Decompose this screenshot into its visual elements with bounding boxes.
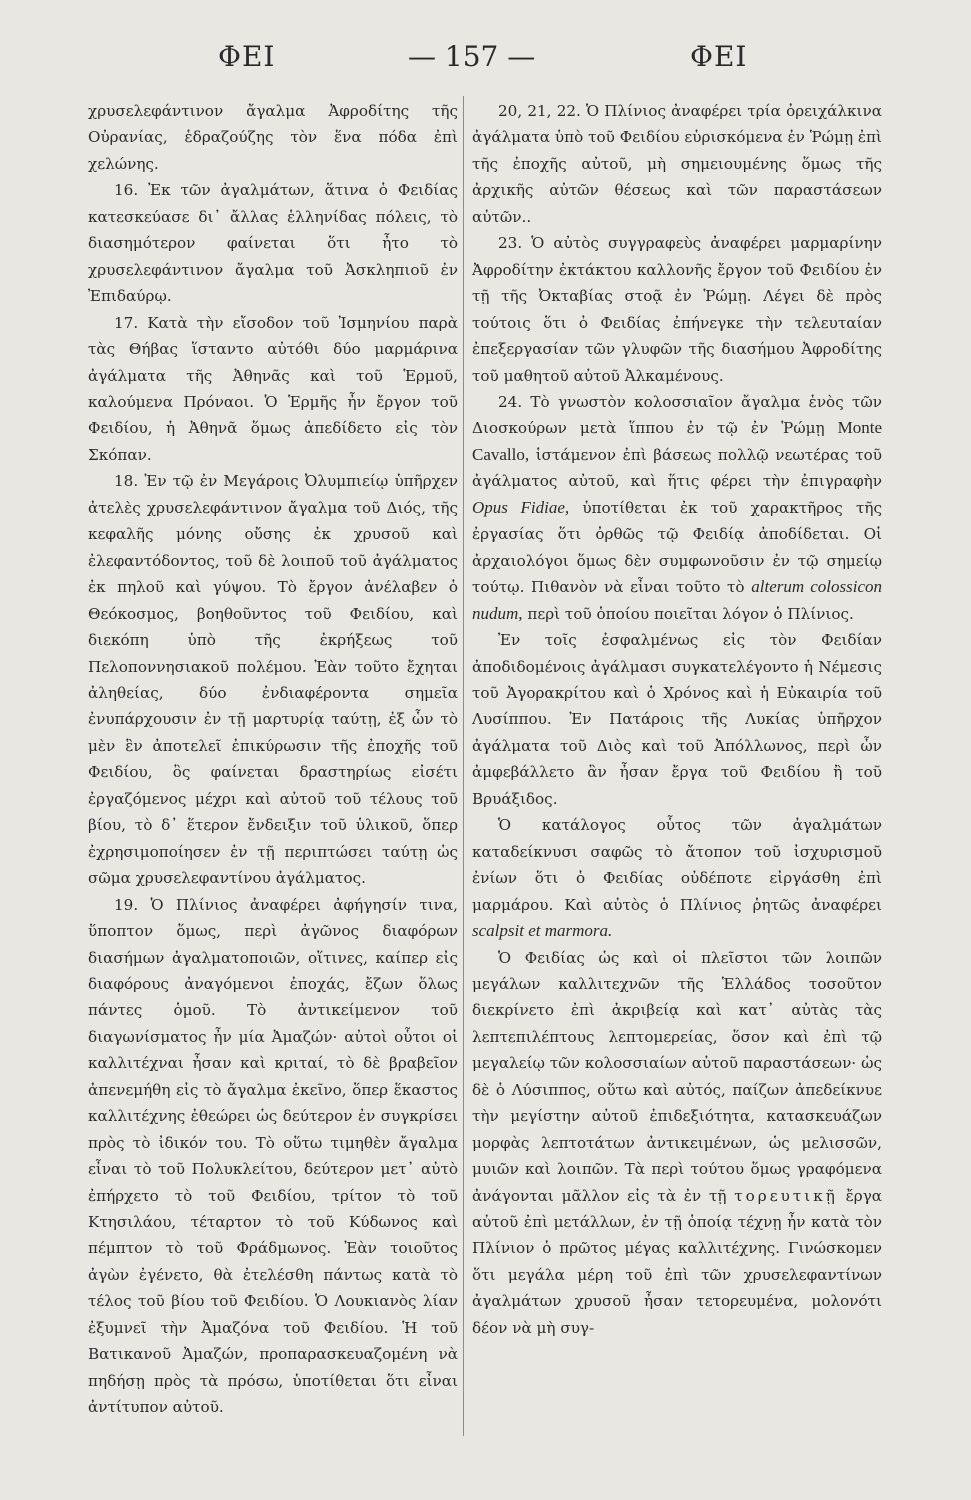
left-paragraph: 19. Ὁ Πλίνιος ἀναφέρει ἀφήγησίν τινα, ὕποπτον ὅμως, περὶ ἀγῶνος διαφόρων διασήμων ἀγαλματοποιῶν, οἵτινες, καίπερ εἰς διαφόρους ἀναγόμενοι ἐποχάς, ἔζων ὅλως πάντες ὁμοῦ. Τὸ ἀντικείμενον τοῦ διαγωνίσματος ἦν μία Ἀμαζών· αὐτοὶ οὗτοι οἱ καλλιτέχναι ἦσαν καὶ κριταί, τὸ δὲ βραβεῖον ἀπενεμήθη εἰς τὸ ἄγαλμα ἐκεῖνο, ὅπερ ἕκαστος καλλιτέχνης ἐθεώρει ὡς δεύτερον ἐν συγκρίσει πρὸς τὸ ἰδικόν του. Τὸ οὕτω τιμηθὲν ἄγαλμα εἶναι τὸ τοῦ Πολυκλείτου, δεύτερον μετ᾽ αὐτὸ ἐπήρχετο τὸ τοῦ Φειδίου, τρίτον τὸ τοῦ Κτησιλάου, τέταρτον τὸ τοῦ Κύδωνος καὶ πέμπτον τὸ τοῦ Φράδμωνος. Ἐὰν τοιοῦτος ἀγὼν ἐγένετο, θὰ ἐτελέσθη πάντως κατὰ τὸ τέλος τοῦ βίου τοῦ Φειδίου. Ὁ Λουκιανὸς λίαν ἐξυμνεῖ τὴν Ἀμαζόνα τοῦ Φειδίου. Ἡ τοῦ Βατικανοῦ Ἀμαζών, προπαρασκευαζομένη νὰ πηδήσῃ πρὸς τὰ πρόσω, ὑποτίθεται ὅτι εἶναι ἀντίτυπον αὐτοῦ.: [88, 895, 458, 1417]
text-run: Ὁ κατάλογος οὗτος τῶν ἀγαλμάτων καταδείκνυσι σαφῶς τὸ ἄτοπον τοῦ ἰσχυρισμοῦ ἐνίων ὅτι ὁ Φειδίας οὐδέποτε εἰργάσθη ἐπὶ μαρμάρου. Καὶ αὐτὸς ὁ Πλίνιος ῥητῶς ἀναφέρει: [472, 816, 882, 914]
text-run: περὶ τοῦ ὁποίου ποιεῖται λόγον ὁ Πλίνιος.: [527, 604, 854, 623]
latin-quotation: scalpsit et marmora.: [472, 921, 613, 941]
right-column: [472, 98, 882, 1341]
right-paragraph: [472, 945, 882, 1342]
text-run: ἔργα αὐτοῦ ἐπὶ μετάλλων, ἐν τῇ ὁποίᾳ τέχνῃ ἦν κατὰ τὸν Πλίνιον ὁ πρῶτος μέγας καλλιτέχνης. Γινώσκομεν ὅτι μεγάλα μέρη τοῦ ἐπὶ τῶν χρυσελεφαντίνων ἀγαλμάτων χρυσοῦ ἦσαν τετορευμένα, μολονότι δέον νὰ μὴ συγ-: [472, 1186, 883, 1337]
running-head: [0, 40, 971, 80]
left-paragraph: χρυσελεφάντινον ἄγαλμα Ἀφροδίτης τῆς Οὐρανίας, ἑδραζούζης τὸν ἕνα πόδα ἐπὶ χελώνης.: [88, 102, 458, 173]
right-paragraph: [472, 389, 882, 627]
header-left-guide-word: ΦΕΙ: [218, 40, 276, 73]
left-paragraph: 17. Κατὰ τὴν εἴσοδον τοῦ Ἰσμηνίου παρὰ τὰς Θήβας ἵσταντο αὐτόθι δύο μαρμάρινα ἀγάλματα τῆς Ἀθηνᾶς καὶ τοῦ Ἑρμοῦ, καλούμενα Πρόναοι. Ὁ Ἑρμῆς ἦν ἔργον τοῦ Φειδίου, ἡ Ἀθηνᾶ ὅμως ἀπεδίδετο εἰς τὸν Σκόπαν.: [88, 313, 458, 464]
left-paragraph: 18. Ἐν τῷ ἐν Μεγάροις Ὀλυμπιείῳ ὑπῆρχεν ἀτελὲς χρυσελεφάντινον ἄγαλμα τοῦ Διός, τῆς κεφαλῆς μόνης οὔσης ἐκ χρυσοῦ καὶ ἐλεφαντόδοντος, τοῦ δὲ λοιποῦ τοῦ ἀγάλματος ἐκ πηλοῦ καὶ γύψου. Τὸ ἔργον ἀνέλαβεν ὁ Θεόκοσμος, βοηθοῦντος τοῦ Φειδίου, καὶ διεκόπη ὑπὸ τῆς ἐκρήξεως τοῦ Πελοποννησιακοῦ πολέμου. Ἐὰν τοῦτο ἔχηται ἀληθείας, δύο ἐνδιαφέροντα σημεῖα ἐνυπάρχουσιν ἐν τῇ μαρτυρίᾳ ταύτῃ, ἐξ ὧν τὸ μὲν ἓν ἀποτελεῖ ἐπικύρωσιν τῆς ἐποχῆς τοῦ Φειδίου, ὃς φαίνεται δραστηρίως εἰσέτι ἐργαζόμενος μέχρι καὶ αὐτοῦ τοῦ τέλους τοῦ βίου, τὸ δ᾽ ἕτερον ἔνδειξιν τοῦ ὑλικοῦ, ὅπερ ἐχρησιμοποίησεν ἐν τῇ περιπτώσει ταύτῃ ὡς σῶμα χρυσελεφαντίνου ἀγάλματος.: [88, 472, 458, 888]
right-paragraph: Ἐν τοῖς ἐσφαλμένως εἰς τὸν Φειδίαν ἀποδιδομένοις ἀγάλμασι συγκατελέγοντο ἡ Νέμεσις τοῦ Ἀγορακρίτου καὶ ὁ Χρόνος καὶ ἡ Εὐκαιρία τοῦ Λυσίππου. Ἐν Πατάροις τῆς Λυκίας ὑπῆρχον ἀγάλματα τοῦ Διὸς καὶ τοῦ Ἀπόλλωνος, περὶ ὧν ἀμφεβάλλετο ἂν ἦσαν ἔργα τοῦ Φειδίου ἢ τοῦ Βρυάξιδος.: [472, 631, 882, 808]
latin-inscription: Opus Fidiae,: [472, 497, 570, 517]
text-run: 24. Τὸ γνωστὸν κολοσσιαῖον ἄγαλμα ἑνὸς τῶν Διοσκούρων μετὰ ἵππου ἐν τῷ ἐν Ῥώμῃ: [472, 392, 882, 438]
text-run: ὑποτίθεται ἐκ τοῦ χαρακτῆρος τῆς ἐργασίας ὅτι ὀρθῶς τῷ Φειδίᾳ ἀποδίδεται. Οἱ ἀρχαιολόγοι ὅμως δὲν συμφωνοῦσιν ἐν τῷ σημείῳ τούτῳ. Πιθανὸν νὰ εἶναι τοῦτο τὸ: [472, 498, 883, 597]
text-run: Ὁ Φειδίας ὡς καὶ οἱ πλεῖστοι τῶν λοιπῶν μεγάλων καλλιτεχνῶν τῆς Ἑλλάδος τοσοῦτον διεκρίνετο ἐπὶ ἀκριβείᾳ καὶ κατ᾽ αὐτὰς τὰς λεπτεπιλέπτους λεπτομερείας, ὅσον καὶ ἐπὶ τῷ μεγαλείῳ τῶν κολοσσιαίων αὐτοῦ παραστάσεων· ὡς δὲ ὁ Λύσιππος, οὕτω καὶ αὐτός, παίζων ἀπεδείκνυε τὴν μεγίστην αὐτοῦ ἐπιδεξιότητα, κατασκευάζων μορφὰς λεπτοτάτων ἀντικειμένων, ὡς μελισσῶν, μυιῶν καὶ λοιπῶν. Τὰ περὶ τούτου ὅμως γραφόμενα ἀνάγονται μᾶλλον εἰς τὰ ἐν τῇ: [472, 948, 882, 1205]
left-paragraph: 16. Ἐκ τῶν ἀγαλμάτων, ἅτινα ὁ Φειδίας κατεσκεύασε δι᾽ ἄλλας ἑλληνίδας πόλεις, τὸ διασημότερον φαίνεται ὅτι ἦτο τὸ χρυσελεφάντινον ἄγαλμα τοῦ Ἀσκληπιοῦ ἐν Ἐπιδαύρῳ.: [88, 181, 458, 306]
left-column: [88, 98, 458, 1421]
latin-quotation: alterum colossicon nudum,: [472, 577, 882, 623]
right-paragraph: [472, 812, 882, 944]
right-paragraph: 20, 21, 22. Ὁ Πλίνιος ἀναφέρει τρία ὀρειχάλκινα ἀγάλματα ὑπὸ τοῦ Φειδίου εὑρισκόμενα ἐν Ῥώμῃ ἐπὶ τῆς ἐποχῆς αὐτοῦ, μὴ σημειουμένης ὅμως τῆς ἀρχικῆς αὐτῶν θέσεως καὶ τῶν παραστάσεων αὐτῶν..: [472, 102, 882, 226]
page-number: — 157 —: [408, 40, 536, 73]
latin-phrase: Monte Cavallo,: [472, 418, 882, 464]
column-divider: [463, 96, 464, 1436]
text-run: ἱστάμενον ἐπὶ βάσεως πολλῷ νεωτέρας τοῦ ἀγάλματος αὐτοῦ, καὶ ἥτις φέρει τὴν ἐπιγραφὴν: [472, 445, 883, 491]
spaced-term: τορευτικῇ: [734, 1186, 838, 1205]
right-paragraph: 23. Ὁ αὐτὸς συγγραφεὺς ἀναφέρει μαρμαρίνην Ἀφροδίτην ἐκτάκτου καλλονῆς ἔργον τοῦ Φειδίου ἐν τῇ τῆς Ὀκταβίας στοᾷ ἐν Ῥώμῃ. Λέγει δὲ πρὸς τούτοις ὅτι ὁ Φειδίας ἐπήνεγκε τὴν τελευταίαν ἐπεξεργασίαν τῶν γλυφῶν τῆς διασήμου Ἀφροδίτης τοῦ μαθητοῦ αὐτοῦ Ἀλκαμένους.: [472, 234, 882, 385]
header-right-guide-word: ΦΕΙ: [690, 40, 748, 73]
